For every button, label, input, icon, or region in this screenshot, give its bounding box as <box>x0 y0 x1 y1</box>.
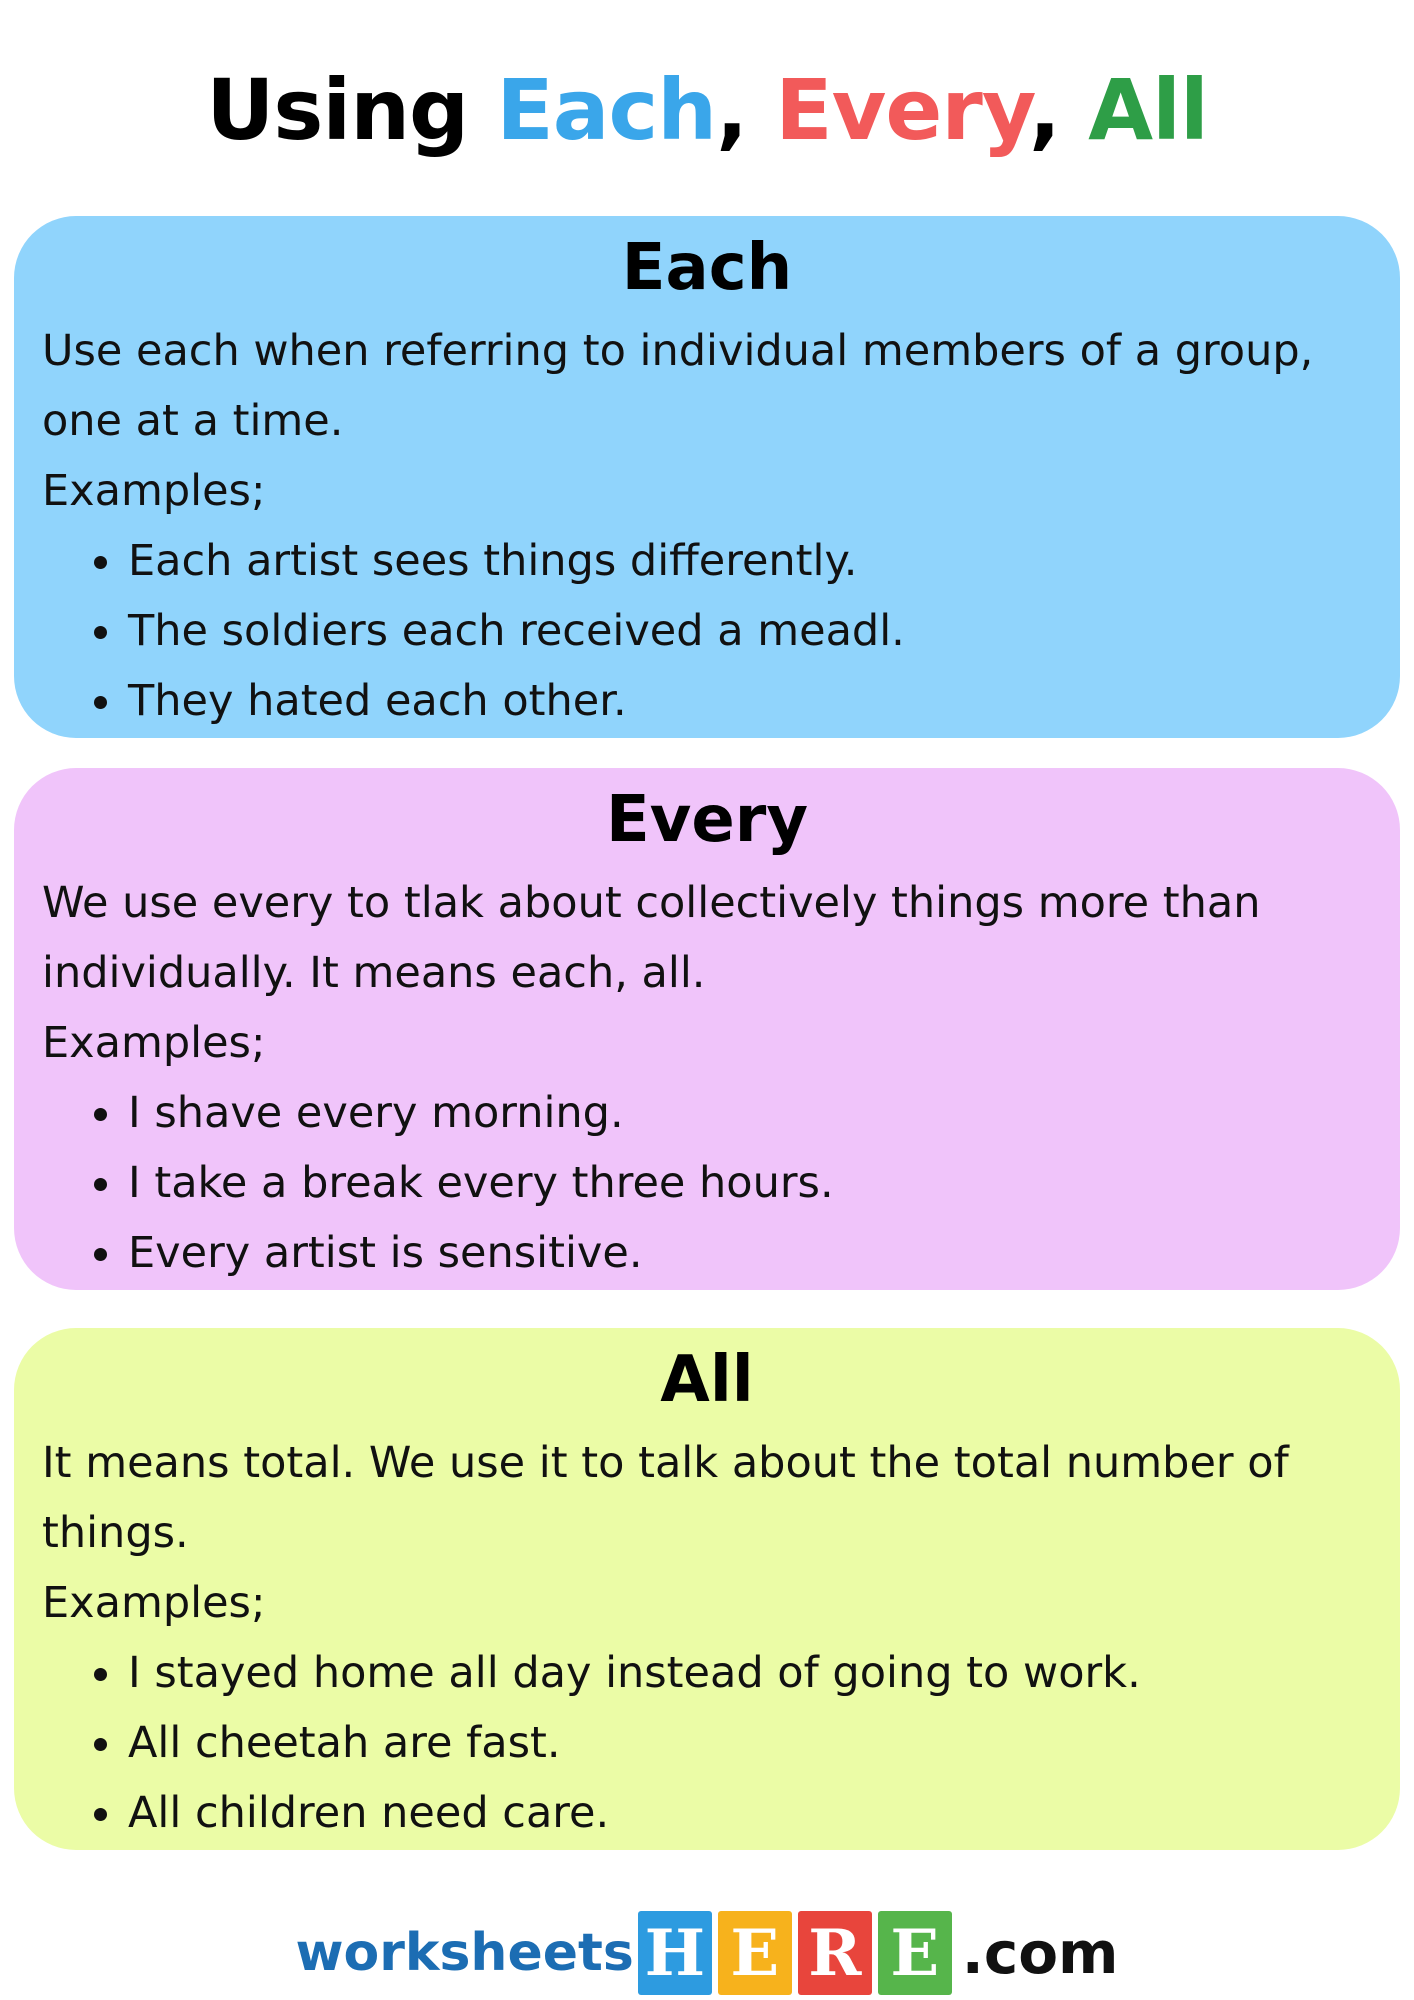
example-item: The soldiers each received a meadl. <box>42 596 1372 666</box>
section-description: We use every to tlak about collectively things more than individually. It means each, all. <box>42 878 1261 998</box>
title-word-all: All <box>1088 61 1208 159</box>
brand-tile-h: H <box>638 1911 712 1995</box>
title-prefix: Using <box>206 61 497 159</box>
title-separator: , <box>1029 61 1089 159</box>
section-heading: Each <box>621 231 793 305</box>
example-item: Each artist sees things differently. <box>42 526 1372 596</box>
examples-list <box>42 526 1372 736</box>
brand-prefix: worksheets <box>295 1923 634 1983</box>
section-heading: Every <box>605 783 809 857</box>
example-item: All children need care. <box>42 1778 1372 1848</box>
examples-label: Examples; <box>42 1578 266 1628</box>
example-item: They hated each other. <box>42 666 1372 736</box>
examples-label: Examples; <box>42 1018 266 1068</box>
example-item: I shave every morning. <box>42 1078 1372 1148</box>
section-description: It means total. We use it to talk about the total number of things. <box>42 1438 1289 1558</box>
section-every-card <box>14 768 1400 1290</box>
brand-suffix: .com <box>961 1919 1119 1987</box>
title-word-every: Every <box>775 61 1030 159</box>
section-all-card <box>14 1328 1400 1850</box>
section-heading: All <box>660 1343 754 1417</box>
brand-tile-e2: E <box>878 1911 952 1995</box>
examples-list <box>42 1078 1372 1288</box>
title-word-each: Each <box>496 61 717 159</box>
example-item: I take a break every three hours. <box>42 1148 1372 1218</box>
examples-list <box>42 1638 1372 1848</box>
example-item: I stayed home all day instead of going to work. <box>42 1638 1372 1708</box>
examples-label: Examples; <box>42 466 266 516</box>
brand-tile-r: R <box>798 1911 872 1995</box>
section-description: Use each when referring to individual members of a group, one at a time. <box>42 326 1314 446</box>
example-item: All cheetah are fast. <box>42 1708 1372 1778</box>
section-each-card <box>14 216 1400 738</box>
page-title <box>0 58 1414 162</box>
footer-brand-logo <box>0 1908 1414 1998</box>
example-item: Every artist is sensitive. <box>42 1218 1372 1288</box>
title-separator: , <box>716 61 776 159</box>
brand-tile-e: E <box>718 1911 792 1995</box>
